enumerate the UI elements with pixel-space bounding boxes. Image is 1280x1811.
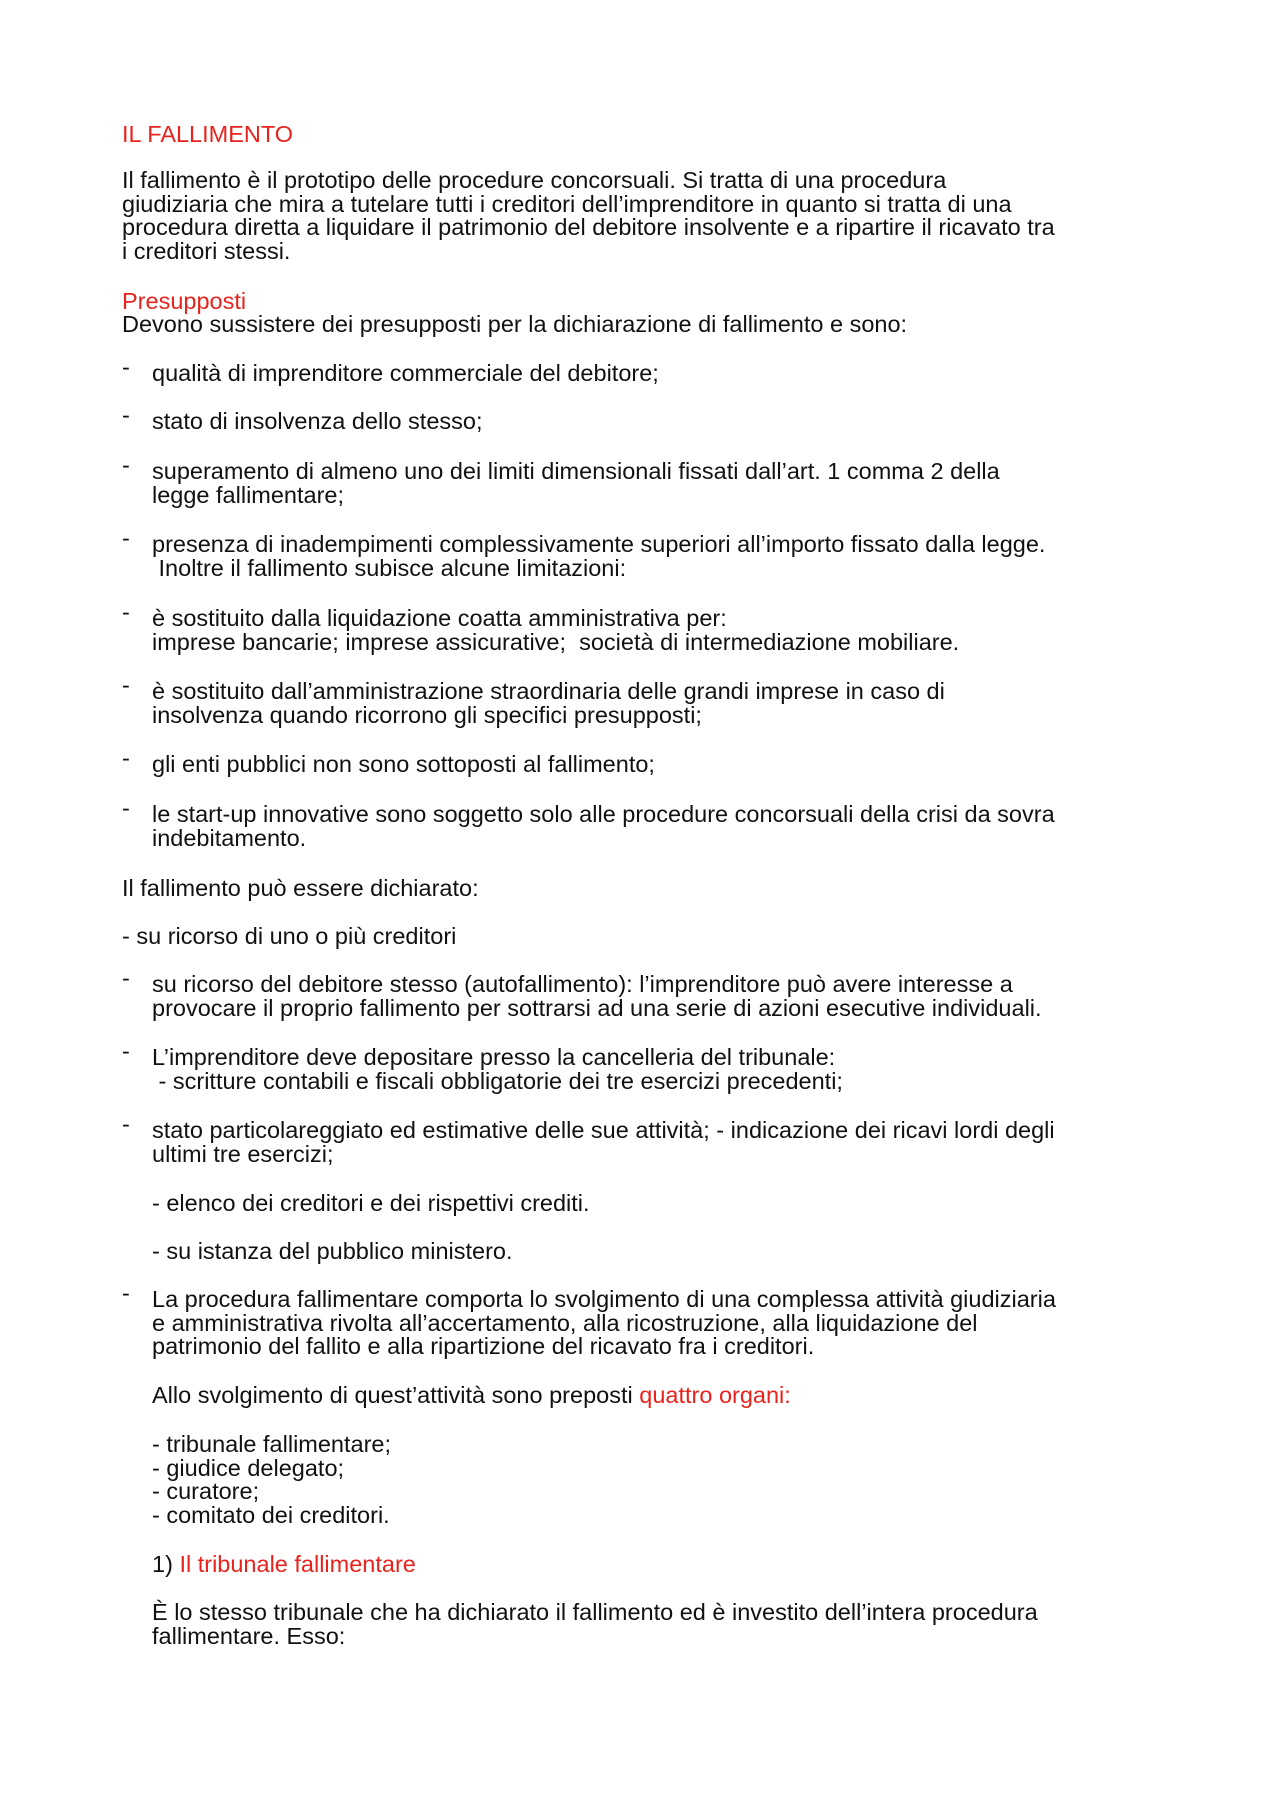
intro-line: procedura diretta a liquidare il patrimonio del debitore insolvente e a ripartire il ricavato tra [122,214,1055,240]
dash-bullet: - [122,1280,130,1306]
intro-line: giudiziaria che mira a tutelare tutti i creditori dell’imprenditore in quanto si tratta di una [122,190,1012,217]
intro-paragraph [122,169,1182,263]
istanza-pm: - su istanza del pubblico ministero. [152,1238,513,1264]
list-item: - stato di insolvenza dello stesso; [122,402,483,434]
dash-bullet: - [122,965,130,991]
section-heading [152,1553,1182,1577]
organi-text: Allo svolgimento di quest’attività sono preposti [152,1382,640,1408]
presupposti-intro: Devono sussistere dei presupposti per la dichiarazione di fallimento e sono: [122,311,908,337]
organo-item: - giudice delegato; [152,1454,345,1481]
section-title: Il tribunale fallimentare [179,1551,416,1577]
ricorso-creditori: - su ricorso di uno o più creditori [122,923,457,949]
dash-bullet: - [122,452,130,478]
dash-bullet: - [122,1111,130,1137]
organo-item: - comitato dei creditori. [152,1501,390,1528]
organi-highlight: quattro organi: [639,1382,791,1408]
list-item: - le start-up innovative sono soggetto solo alle procedure concorsuali della crisi da sovra indebitamento. [122,795,1055,851]
list-item: - superamento di almeno uno dei limiti dimensionali fissati dall’art. 1 comma 2 della legge fallimentare; [122,452,1000,508]
list-item: - su ricorso del debitore stesso (autofallimento): l’imprenditore può avere interesse a provocare il proprio fallimento per sottrarsi ad una serie di azioni esecutive individuali. [122,965,1042,1021]
dash-bullet: - [122,599,130,625]
list-item: - La procedura fallimentare comporta lo svolgimento di una complessa attività giudiziaria e amministrativa rivolta all’accertamento, alla ricostruzione, alla liquidazione del patrimonio del fallito e alla ripartizione del ricavato fra i creditori. [122,1280,1056,1359]
list-item: - gli enti pubblici non sono sottoposti al fallimento; [122,745,655,777]
dash-bullet: - [122,672,130,698]
list-item: - L’imprenditore deve depositare presso la cancelleria del tribunale: - scritture contabili e fiscali obbligatorie dei tre esercizi precedenti; [122,1038,843,1094]
document-title: IL FALLIMENTO [122,121,294,147]
organi-list [152,1433,1182,1527]
dash-bullet: - [122,795,130,821]
list-item: - stato particolareggiato ed estimative delle sue attività; - indicazione dei ricavi lordi degli ultimi tre esercizi; [122,1111,1055,1167]
section-paragraph: È lo stesso tribunale che ha dichiarato il fallimento ed è investito dell’intera procedura fallimentare. Esso: [152,1599,1038,1649]
list-item: - è sostituito dalla liquidazione coatta amministrativa per: imprese bancarie; imprese assicurative; società di intermediazione mobiliare. [122,599,960,655]
list-item: - è sostituito dall’amministrazione straordinaria delle grandi imprese in caso di insolvenza quando ricorrono gli specifici presupposti; [122,672,945,728]
section-number: 1) [152,1551,180,1577]
organo-item: - curatore; [152,1478,260,1504]
dash-bullet: - [122,1038,130,1064]
presupposti-heading: Presupposti [122,288,247,314]
dash-bullet: - [122,354,130,380]
list-item: - presenza di inadempimenti complessivamente superiori all’importo fissato dalla legge. Inoltre il fallimento subisce alcune limitazioni: [122,525,1046,581]
intro-line: Il fallimento è il prototipo delle procedure concorsuali. Si tratta di una procedura [122,167,947,193]
list-item: - qualità di imprenditore commerciale del debitore; [122,354,659,386]
dash-bullet: - [122,745,130,771]
organo-item: - tribunale fallimentare; [152,1431,392,1457]
organi-paragraph [152,1384,1182,1408]
dash-bullet: - [122,525,130,551]
dash-bullet: - [122,402,130,428]
dichiarato-intro: Il fallimento può essere dichiarato: [122,875,479,901]
intro-line: i creditori stessi. [122,237,291,264]
elenco-creditori: - elenco dei creditori e dei rispettivi crediti. [152,1190,590,1216]
